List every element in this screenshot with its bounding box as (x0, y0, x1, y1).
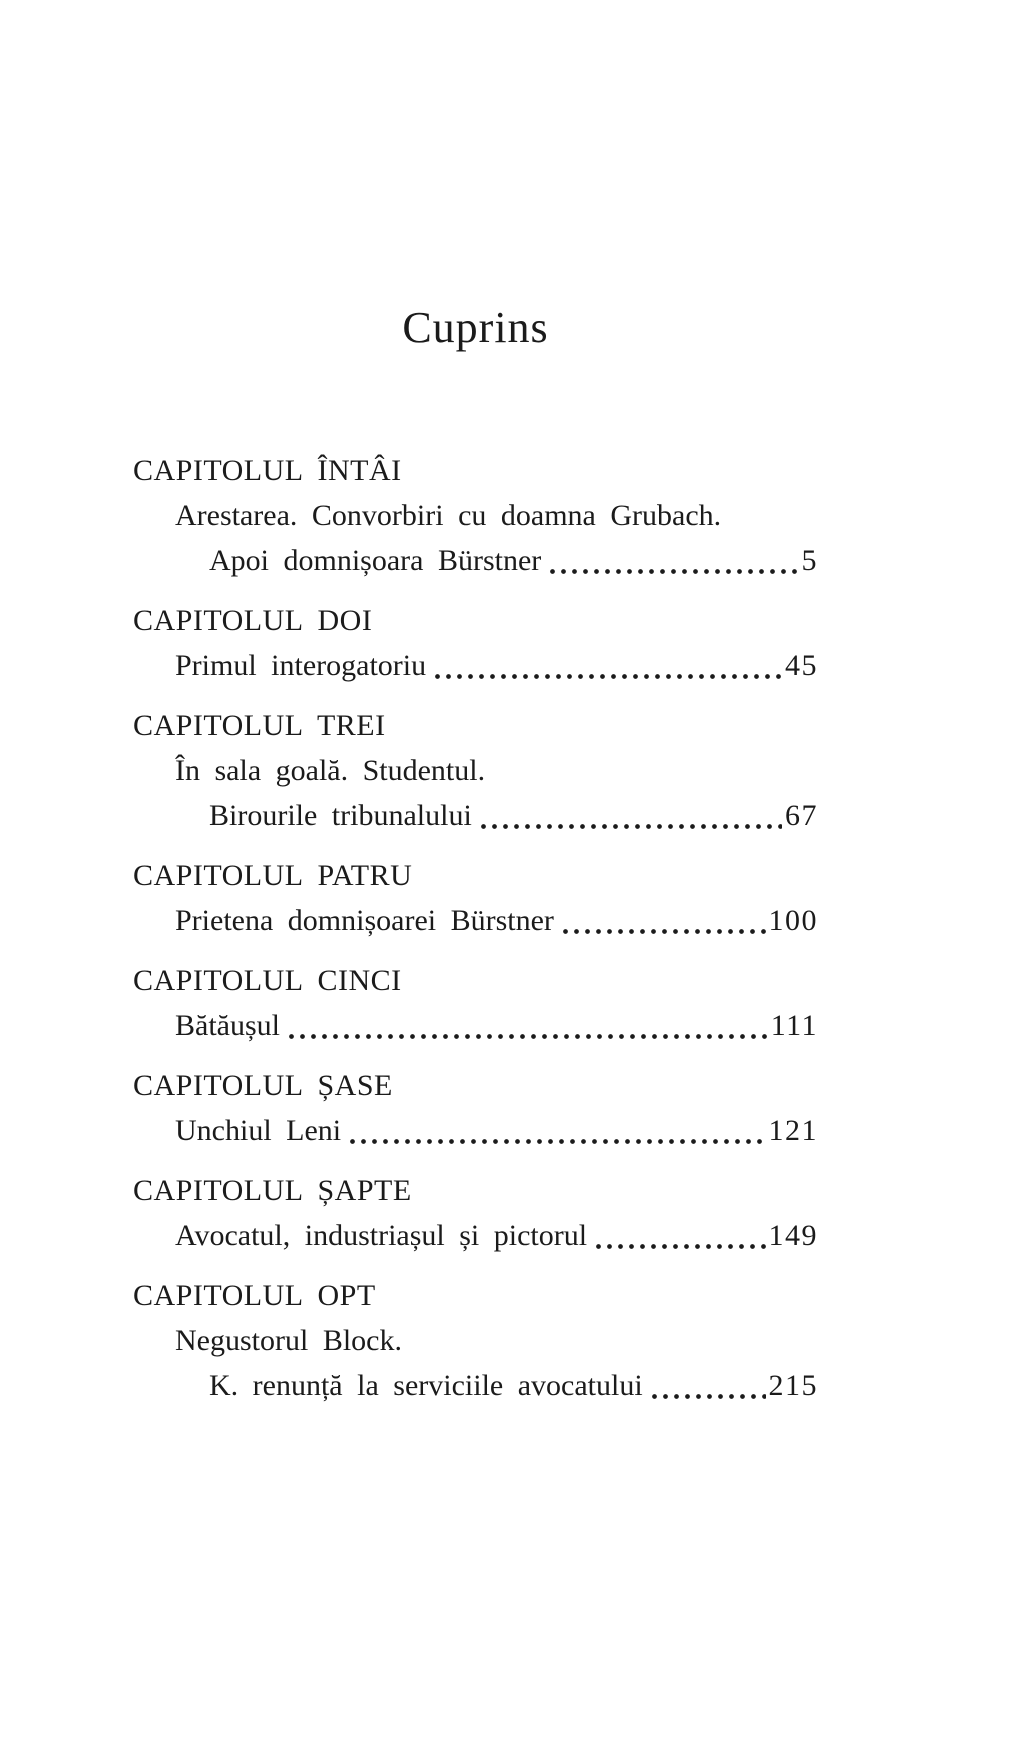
entry-line-text: Prietena domnișoarei Bürstner (175, 904, 554, 937)
entry-line-text: Unchiul Leni (175, 1114, 342, 1147)
entry-line (133, 1363, 818, 1408)
page-number: 100 (768, 904, 818, 937)
toc-list (133, 448, 818, 1408)
page-number: 67 (785, 799, 818, 832)
chapter-heading: CAPITOLUL DOI (133, 604, 373, 637)
entry-line (133, 538, 818, 583)
entry-line (133, 1318, 818, 1363)
toc-entry (133, 598, 818, 688)
entry-line-text: Bătăușul (175, 1009, 280, 1042)
entry-line-text: Primul interogatoriu (175, 649, 427, 682)
entry-line (133, 793, 818, 838)
entry-lines (133, 898, 818, 943)
page-number: 45 (785, 649, 818, 682)
entry-line-text: Birourile tribunalului (209, 799, 472, 832)
entry-line (133, 1108, 818, 1153)
entry-line (133, 493, 818, 538)
dot-leader (652, 1394, 766, 1399)
entry-line-text: Arestarea. Convorbiri cu doamna Grubach. (175, 499, 722, 532)
page-number: 121 (768, 1114, 818, 1147)
chapter-heading: CAPITOLUL PATRU (133, 859, 413, 892)
dot-leader (481, 824, 782, 829)
entry-lines (133, 1003, 818, 1048)
page-number: 149 (768, 1219, 818, 1252)
dot-leader (550, 569, 798, 574)
entry-lines (133, 643, 818, 688)
entry-lines (133, 1318, 818, 1408)
chapter-heading: CAPITOLUL ȘASE (133, 1069, 393, 1102)
entry-line-text: În sala goală. Studentul. (175, 754, 486, 787)
entry-line (133, 1003, 818, 1048)
entry-line (133, 748, 818, 793)
chapter-heading: CAPITOLUL ÎNTÂI (133, 454, 402, 487)
page-number: 111 (770, 1009, 818, 1042)
toc-entry (133, 448, 818, 583)
dot-leader (563, 929, 766, 934)
entry-line-text: Avocatul, industriașul și pictorul (175, 1219, 588, 1252)
entry-line-text: Negustorul Block. (175, 1324, 402, 1357)
page-number: 215 (768, 1369, 818, 1402)
dot-leader (350, 1139, 765, 1144)
entry-lines (133, 493, 818, 583)
entry-lines (133, 748, 818, 838)
page-title: Cuprins (402, 303, 549, 352)
toc-entry (133, 1063, 818, 1153)
entry-line (133, 643, 818, 688)
page-number: 5 (801, 544, 818, 577)
entry-line (133, 1213, 818, 1258)
toc-entry (133, 1273, 818, 1408)
chapter-heading: CAPITOLUL TREI (133, 709, 386, 742)
dot-leader (289, 1034, 768, 1039)
chapter-heading: CAPITOLUL OPT (133, 1279, 376, 1312)
toc-entry (133, 853, 818, 943)
entry-line-text: Apoi domnișoara Bürstner (209, 544, 542, 577)
entry-lines (133, 1213, 818, 1258)
entry-lines (133, 1108, 818, 1153)
dot-leader (435, 674, 782, 679)
chapter-heading: CAPITOLUL ȘAPTE (133, 1174, 412, 1207)
toc-entry (133, 703, 818, 838)
entry-line (133, 898, 818, 943)
toc-entry (133, 958, 818, 1048)
dot-leader (596, 1244, 765, 1249)
entry-line-text: K. renunță la serviciile avocatului (209, 1369, 643, 1402)
toc-entry (133, 1168, 818, 1258)
chapter-heading: CAPITOLUL CINCI (133, 964, 402, 997)
